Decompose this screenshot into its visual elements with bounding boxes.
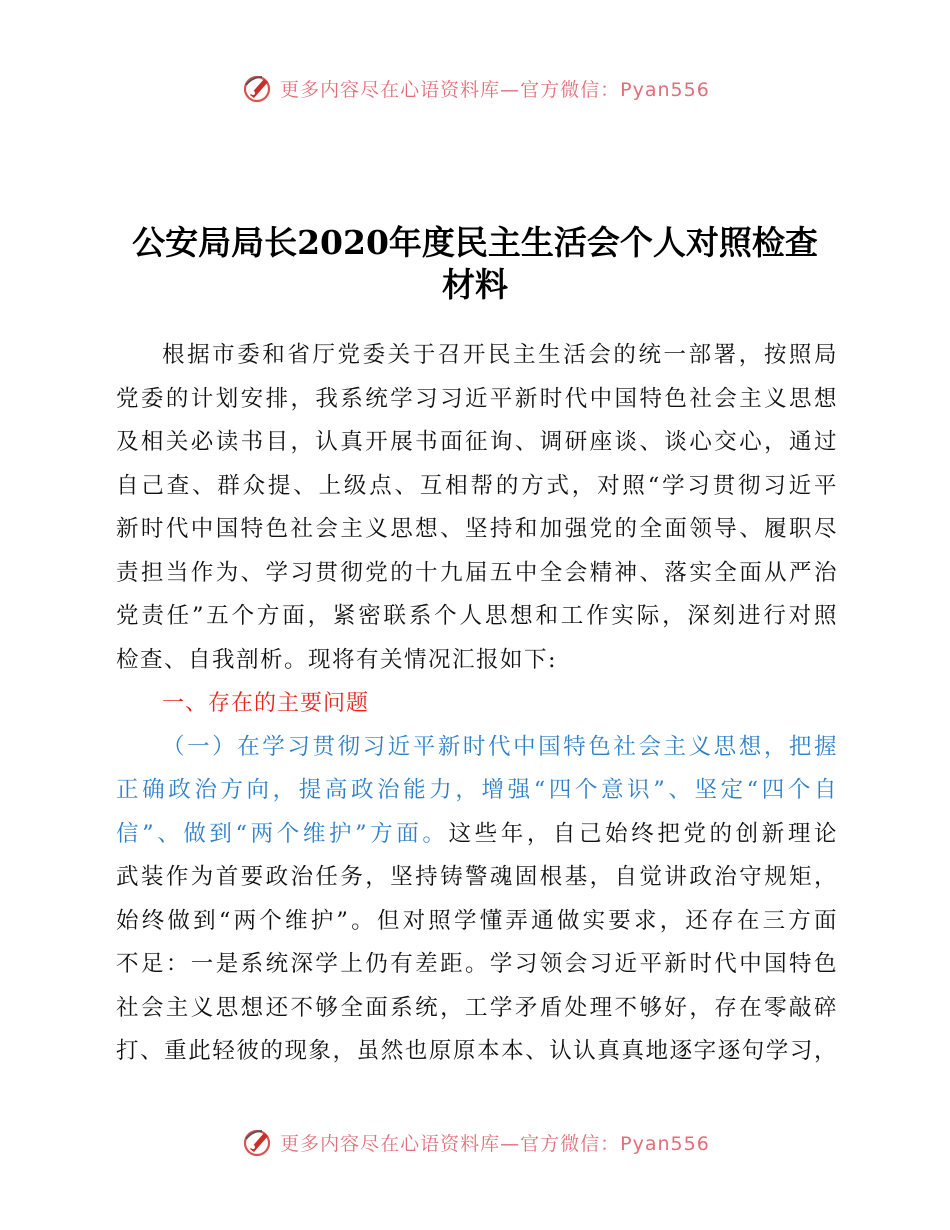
subsection-line: 正确政治方向，提高政治能力，增强“四个意识”、坚定“四个自 (116, 777, 838, 803)
body-line: 社会主义思想还不够全面系统，工学矛盾处理不够好，存在零敲碎 (116, 994, 838, 1021)
intro-line: 党责任”五个方面，紧密联系个人思想和工作实际，深刻进行对照 (116, 603, 838, 629)
title-line-2: 材料 (442, 265, 508, 304)
body-line: 始终做到“两个维护”。但对照学懂弄通做实要求，还存在三方面 (116, 907, 838, 934)
body-line: 武装作为首要政治任务，坚持铸警魂固根基，自觉讲政治守规矩， (116, 864, 838, 890)
body-line: 打、重此轻彼的现象，虽然也原原本本、认认真真地逐字逐句学习， (116, 1038, 838, 1064)
footer-watermark-banner (0, 1122, 950, 1162)
intro-line: 检查、自我剖析。现将有关情况汇报如下: (116, 646, 558, 673)
header-watermark-banner (0, 68, 950, 108)
footer-watermark-text: 更多内容尽在心语资料库—官方微信：Pyan556 (280, 1132, 710, 1155)
intro-line: 责担当作为、学习贯彻党的十九届五中全会精神、落实全面从严治 (116, 559, 838, 586)
intro-line: 根据市委和省厅党委关于召开民主生活会的统一部署，按照局 (162, 342, 838, 368)
subsection-body-start: 这些年，自己始终把党的创新理论 (448, 820, 838, 847)
header-watermark-text: 更多内容尽在心语资料库—官方微信：Pyan556 (280, 78, 710, 101)
pen-nib-logo-icon (240, 71, 274, 105)
subsection-title-tail: 信”、做到“两个维护”方面。 (116, 820, 449, 847)
title-line-1: 公安局局长2020年度民主生活会个人对照检查 (132, 223, 818, 262)
intro-line: 党委的计划安排，我系统学习习近平新时代中国特色社会主义思想 (116, 385, 838, 412)
section-heading: 一、存在的主要问题 (162, 691, 370, 716)
pen-nib-logo-icon (240, 1125, 274, 1159)
intro-line: 自己查、群众提、上级点、互相帮的方式，对照“学习贯彻习近平 (116, 472, 838, 499)
document-title (60, 222, 890, 306)
body-line: 不足：一是系统深学上仍有差距。学习领会习近平新时代中国特色 (116, 951, 838, 977)
intro-line: 新时代中国特色社会主义思想、坚持和加强党的全面领导、履职尽 (116, 516, 838, 542)
subsection-line (116, 813, 838, 857)
document-body (116, 334, 838, 1074)
intro-line: 及相关必读书目，认真开展书面征询、调研座谈、谈心交心，通过 (116, 429, 838, 455)
subsection-line: （一）在学习贯彻习近平新时代中国特色社会主义思想，把握 (162, 733, 838, 760)
